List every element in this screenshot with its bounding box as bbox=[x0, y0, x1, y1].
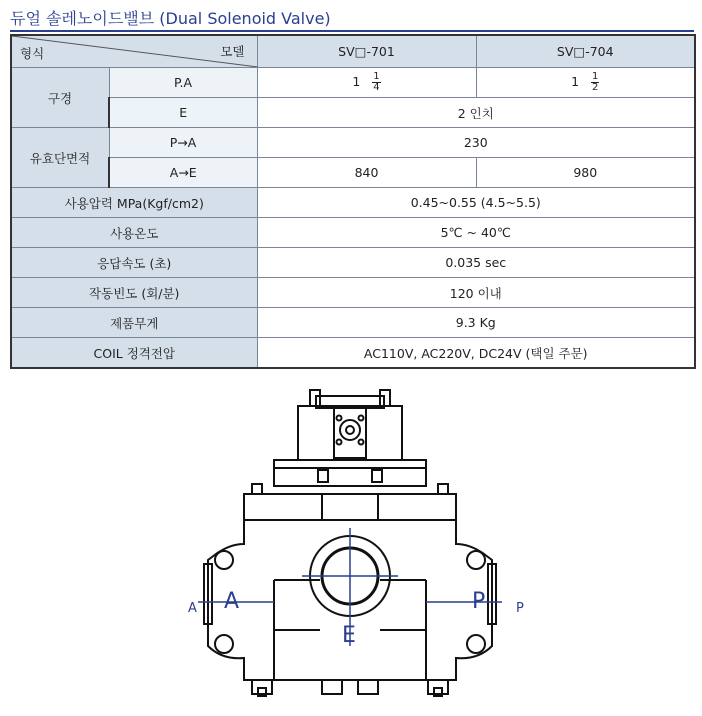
table-row bbox=[11, 248, 695, 278]
bore-label: 구경 bbox=[11, 68, 109, 128]
frequency-label: 작동빈도 (회/분) bbox=[11, 278, 257, 308]
fraction: $\frac{1}{4}$ bbox=[373, 71, 380, 93]
flow-pa-label: P→A bbox=[109, 128, 257, 158]
model-header-label: 모델 bbox=[220, 44, 245, 59]
table-row bbox=[11, 188, 695, 218]
table-row bbox=[11, 338, 695, 369]
table-row bbox=[11, 98, 695, 128]
type-model-header-cell bbox=[11, 35, 257, 68]
temperature-value: 5℃ ~ 40℃ bbox=[257, 218, 695, 248]
weight-label: 제품무게 bbox=[11, 308, 257, 338]
weight-value: 9.3 Kg bbox=[257, 308, 695, 338]
pressure-label: 사용압력 MPa(Kgf/cm2) bbox=[11, 188, 257, 218]
table-row bbox=[11, 278, 695, 308]
type-header-label: 형식 bbox=[20, 46, 45, 61]
table-row bbox=[11, 158, 695, 188]
port-e-label: E bbox=[342, 623, 356, 648]
port-p-big-label: P bbox=[472, 589, 486, 614]
response-label: 응답속도 (초) bbox=[11, 248, 257, 278]
spec-table bbox=[10, 34, 696, 369]
bore-pa-value-704: 1 $\frac{1}{2}$ bbox=[476, 68, 695, 98]
table-row bbox=[11, 68, 695, 98]
bore-e-value: 2 인치 bbox=[257, 98, 695, 128]
coil-voltage-label: COIL 정격전압 bbox=[11, 338, 257, 369]
flow-pa-value: 230 bbox=[257, 128, 695, 158]
coil-voltage-value: AC110V, AC220V, DC24V (택일 주문) bbox=[257, 338, 695, 369]
model-col-701: SV□-701 bbox=[257, 35, 476, 68]
flow-ae-label: A→E bbox=[109, 158, 257, 188]
frequency-value: 120 이내 bbox=[257, 278, 695, 308]
flow-ae-value-701: 840 bbox=[257, 158, 476, 188]
fraction: $\frac{1}{2}$ bbox=[592, 71, 599, 93]
temperature-label: 사용온도 bbox=[11, 218, 257, 248]
pressure-value: 0.45~0.55 (4.5~5.5) bbox=[257, 188, 695, 218]
port-p-label: P bbox=[516, 601, 524, 616]
title-divider bbox=[10, 30, 694, 32]
bore-pa-value-701: 1 $\frac{1}{4}$ bbox=[257, 68, 476, 98]
table-row bbox=[11, 218, 695, 248]
flow-ae-value-704: 980 bbox=[476, 158, 695, 188]
bore-pa-label: P.A bbox=[109, 68, 257, 98]
port-a-big-label: A bbox=[224, 589, 240, 614]
response-value: 0.035 sec bbox=[257, 248, 695, 278]
page-title: 듀얼 솔레노이드밸브 (Dual Solenoid Valve) bbox=[10, 9, 331, 28]
bore-e-label: E bbox=[109, 98, 257, 128]
model-col-704: SV□-704 bbox=[476, 35, 695, 68]
valve-drawing bbox=[170, 384, 530, 702]
table-header-row bbox=[11, 35, 695, 68]
table-row bbox=[11, 308, 695, 338]
flow-area-label: 유효단면적 bbox=[11, 128, 109, 188]
table-row bbox=[11, 128, 695, 158]
port-a-label: A bbox=[188, 601, 197, 616]
